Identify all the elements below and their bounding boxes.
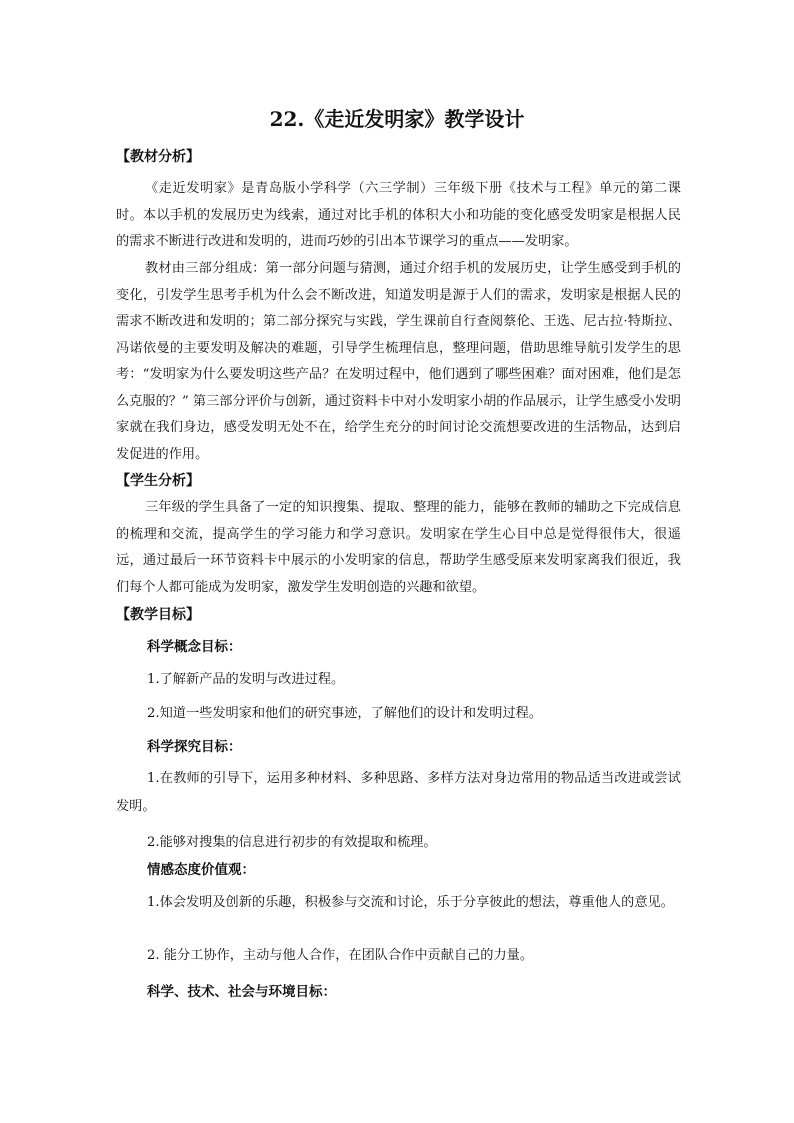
goal-item: 2.能够对搜集的信息进行初步的有效提取和梳理。	[147, 835, 437, 850]
goal-item: 2.知道一些发明家和他们的研究事迹，了解他们的设计和发明过程。	[147, 706, 543, 721]
subheading-science-concept: 科学概念目标：	[147, 639, 242, 655]
heading-teaching-goals: 【教学目标】	[116, 607, 200, 623]
document-title: 22.《走近发明家》教学设计	[269, 107, 525, 131]
subheading-science-inquiry: 科学探究目标：	[147, 739, 242, 755]
goal-item: 1.了解新产品的发明与改进过程。	[147, 672, 345, 687]
goal-item: 1.在教师的引导下，运用多种材料、多种思路、多样方法对身边常用的物品适当改进或尝试发明。	[116, 771, 681, 814]
goal-item: 1.体会发明及创新的乐趣，积极参与交流和讨论，乐于分享彼此的想法，尊重他人的意见。	[147, 895, 674, 910]
paragraph-textbook-intro: 《走近发明家》是青岛版小学科学（六三学制）三年级下册《技术与工程》单元的第二课时。本以手机的发展历史为线索，通过对比手机的体积大小和功能的变化感受发明家是根据人民的需求不断进行改进和发明的，进而巧妙的引出本节课学习的重点——发明家。	[116, 181, 681, 249]
heading-textbook-analysis: 【教材分析】	[116, 149, 200, 165]
subheading-stse: 科学、技术、社会与环境目标：	[147, 984, 336, 1000]
paragraph-textbook-structure: 教材由三部分组成：第一部分问题与猜测，通过介绍手机的发展历史，让学生感受到手机的变化，引发学生思考手机为什么会不断改进，知道发明是源于人们的需求，发明家是根据人民的需求不断改进和发明的；第二部分探究与实践，学生课前自行查阅蔡伦、王选、尼古拉·特斯拉、冯诺依曼的主要发明及解决的难题，引导学生梳理信息，整理问题，借助思维导航引发学生的思考：“发明家为什么要发明这些产品？在发明过程中，他们遇到了哪些困难？面对困难，他们是怎么克服的？” 第三部分评价与创新，通过资料卡中对小发明家小胡的作品展示，让学生感受小发明家就在我们身边，感受发明无处不在，给学生充分的时间讨论交流想要改进的生活物品，达到启发促进的作用。	[116, 261, 681, 462]
subheading-attitude: 情感态度价值观：	[147, 862, 255, 878]
heading-student-analysis: 【学生分析】	[116, 473, 200, 489]
goal-item: 2. 能分工协作，主动与他人合作，在团队合作中贡献自己的力量。	[147, 948, 534, 963]
paragraph-student-analysis: 三年级的学生具备了一定的知识搜集、提取、整理的能力，能够在教师的辅助之下完成信息的梳理和交流，提高学生的学习能力和学习意识。发明家在学生心目中总是觉得很伟大，很遥远，通过最后一环节资料卡中展示的小发明家的信息，帮助学生感受原来发明家离我们很近，我们每个人都可能成为发明家，激发学生发明创造的兴趣和欲望。	[116, 500, 681, 595]
